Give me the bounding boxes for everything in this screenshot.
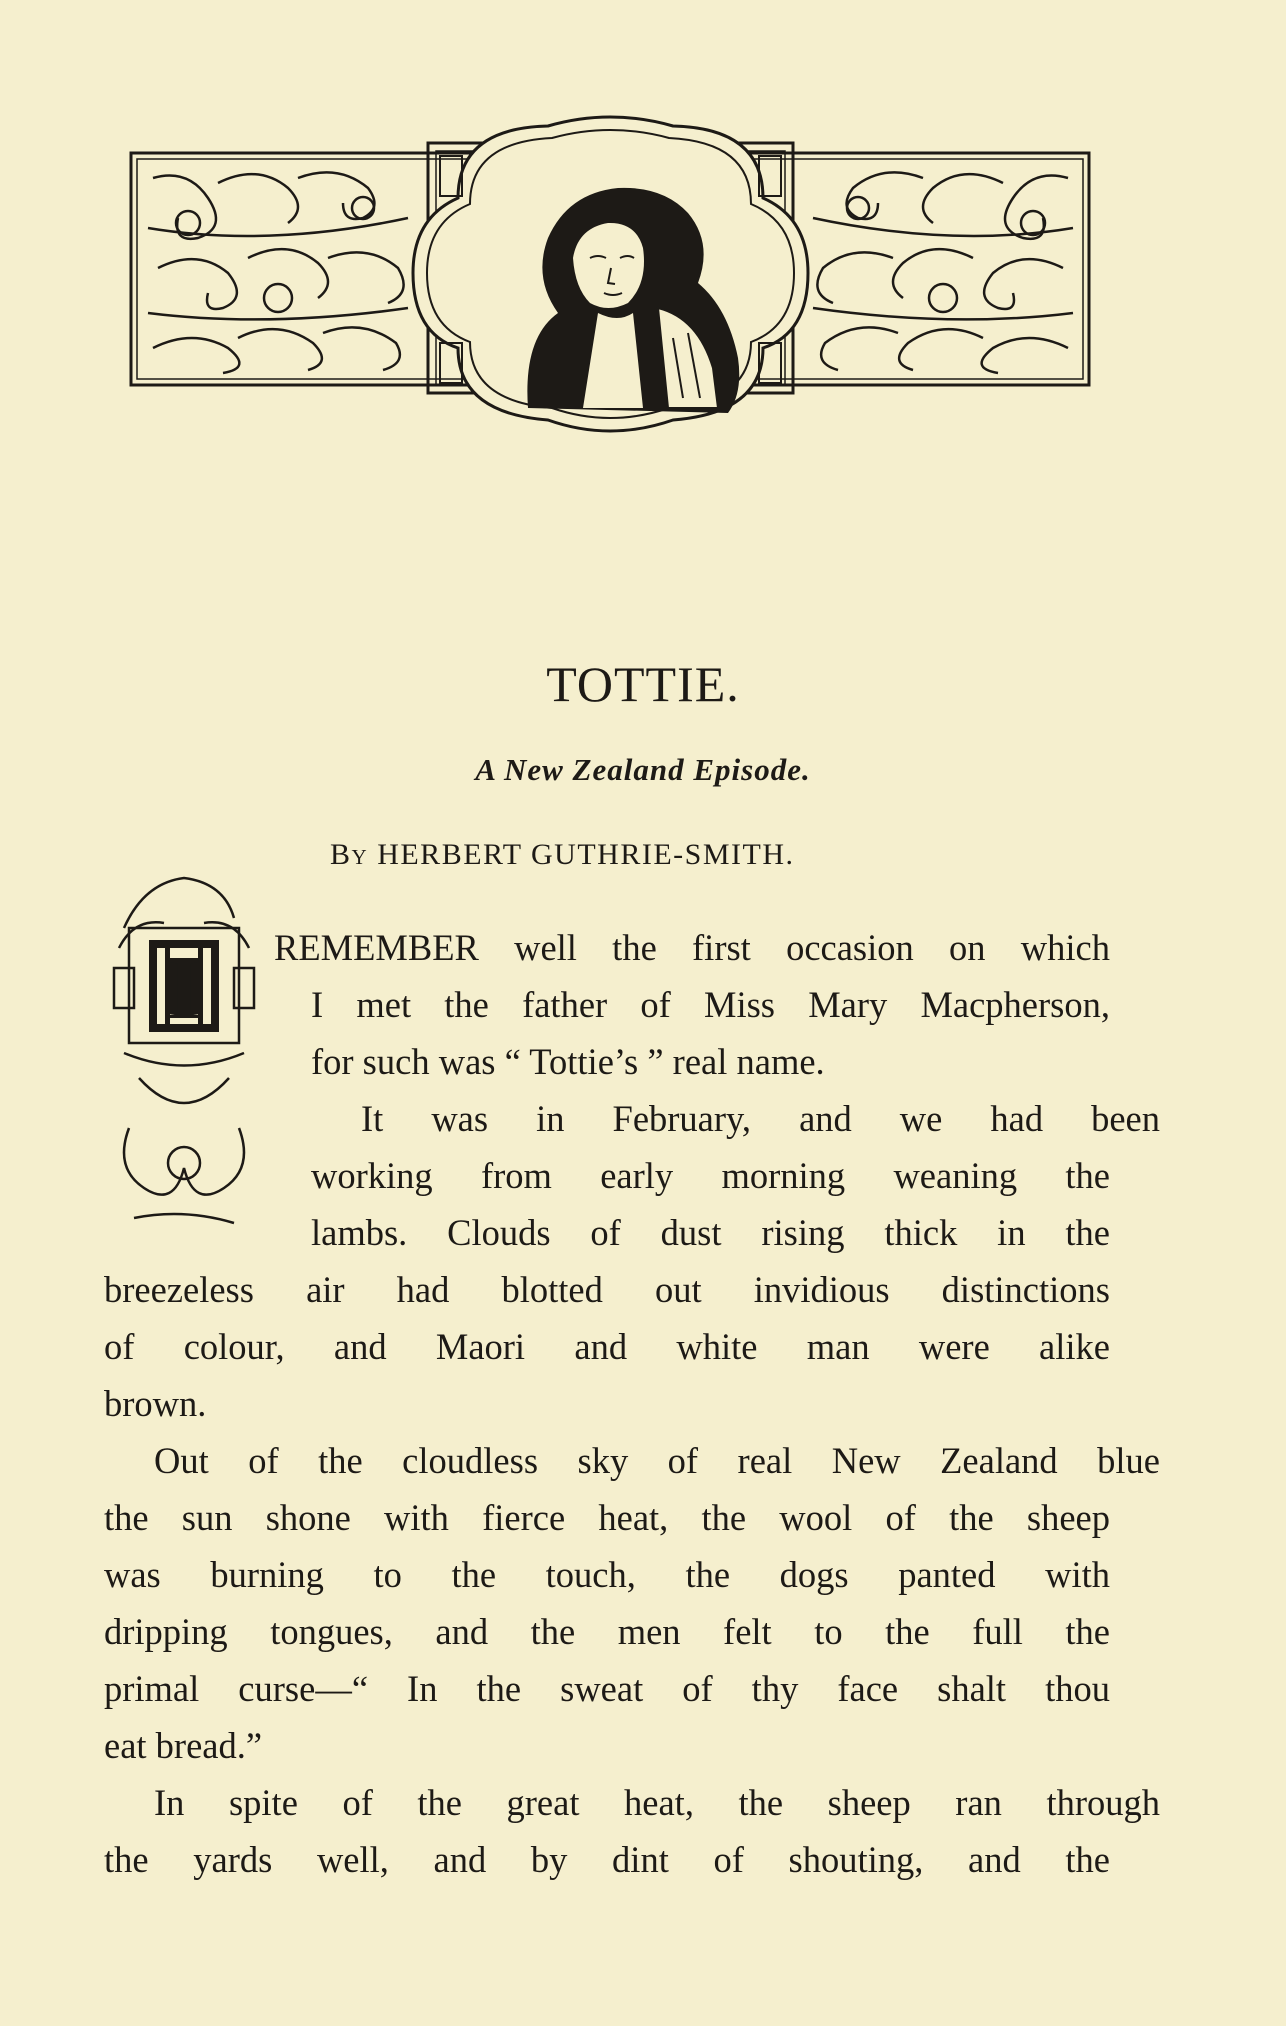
paragraph-opening [274, 919, 1160, 1261]
text-line: for such was “ Tottie’s ” real name. [311, 1041, 825, 1082]
text-line: the yards well, and by dint of shouting, and the [104, 1839, 1110, 1880]
text-line: REMEMBER well the first occasion on which [274, 927, 1110, 968]
text-line: I met the father of Miss Mary Macpherson, [311, 984, 1110, 1025]
paragraph-body [104, 1261, 1160, 1888]
text-line: primal curse—“ In the sweat of thy face shalt thou [104, 1668, 1110, 1709]
headpiece-ornament [128, 108, 1093, 443]
story-title: TOTTIE. [546, 656, 740, 712]
text-line: eat bread.” [104, 1725, 263, 1766]
dropcap-letter: I [166, 939, 202, 1038]
dropcap-ornament [104, 868, 264, 1248]
text-line: Out of the cloudless sky of real New Zealand blue [154, 1440, 1160, 1481]
text-line: the sun shone with fierce heat, the wool of the sheep [104, 1497, 1110, 1538]
text-line: In spite of the great heat, the sheep ran through [154, 1782, 1160, 1823]
byline-by: By [330, 838, 369, 871]
text-line: working from early morning weaning the [311, 1155, 1110, 1196]
text-line: of colour, and Maori and white man were alike [104, 1326, 1110, 1367]
text-line: dripping tongues, and the men felt to the full the [104, 1611, 1110, 1652]
text-line: was burning to the touch, the dogs panted with [104, 1554, 1110, 1595]
text-line: breezeless air had blotted out invidious distinctions [104, 1269, 1110, 1310]
byline [330, 838, 795, 872]
story-subtitle: A New Zealand Episode. [475, 752, 811, 787]
text-line: brown. [104, 1383, 207, 1424]
byline-author: HERBERT GUTHRIE-SMITH. [377, 838, 795, 871]
text-line: lambs. Clouds of dust rising thick in the [311, 1212, 1110, 1253]
text-line: It was in February, and we had been [361, 1098, 1160, 1139]
